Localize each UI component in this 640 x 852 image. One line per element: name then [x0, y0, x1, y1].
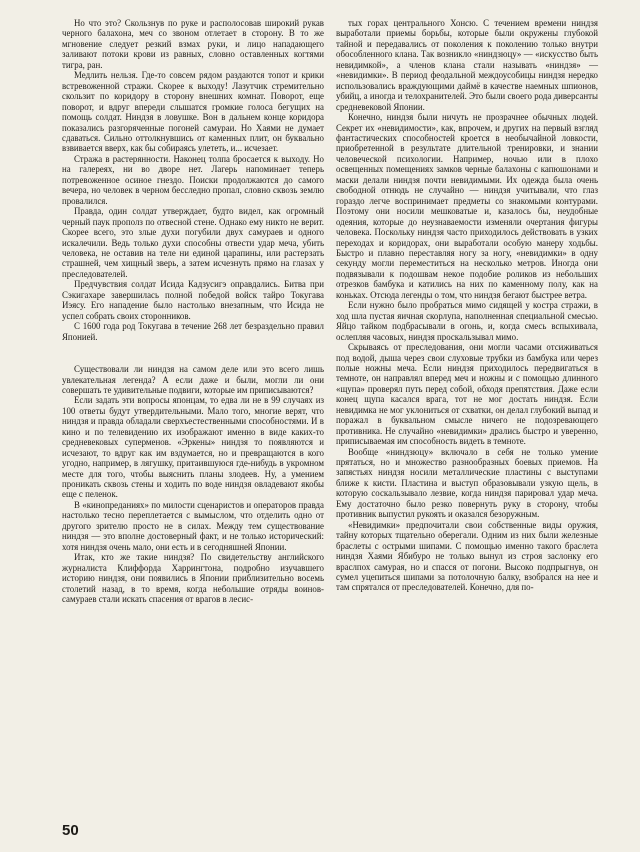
page-number: 50: [62, 822, 79, 839]
paragraph: Конечно, ниндзя были ничуть не прозрачнее обычных людей. Секрет их «невидимости», как, впрочем, и других на первый взгляд фантастических способностей кроется в необычайной ловкости, приобретенной в результате длительной тренировки, и знании человеческой психологии. Например, ночью или в плохо освещенных помещениях замков черные балахоны с капюшонами и маски делали ниндзя почти невидимыми. Их одежда была очень свободной отнюдь не случайно — ниндзя учитывали, что глаз гораздо легче воспринимает предметы со знакомыми контурами. Поэтому они носили мешковатые и, казалось бы, неудобные одеяния, которые до неузнаваемости изменяли очертания фигуры человека. Поскольку ниндзя часто приходилось действовать в узких переходах и коридорах, они выработали особую манеру ходьбы. Быстро и плавно переставляя ногу за ногу, «невидимки» в одну секунду могли переместиться на несколько метров. Иногда они подвязывали к подошвам некое подобие роликов из небольших отрезков бамбука и катились на них по каменному полу, как на коньках. Отсюда легенды о том, что ниндзя бегают быстрее ветра.: [336, 112, 598, 300]
left-column: [62, 18, 324, 604]
right-column: [336, 18, 598, 593]
paragraph: Существовали ли ниндзя на самом деле или это всего лишь увлекательная легенда? А если даже и были, могли ли они совершать те удивительные подвиги, которые им приписываются?: [62, 364, 324, 395]
paragraph: В «кинопреданиях» по милости сценаристов и операторов правда настолько тесно переплетается с вымыслом, что отделить одно от другого зрителю просто не в силах. Между тем существование ниндзя — это вполне достоверный факт, и не только исторический: хотя ниндзя очень мало, они есть и в сегодняшней Японии.: [62, 499, 324, 552]
paragraph: Если нужно было пробраться мимо сидящей у костра стражи, в ход шла пустая яичная скорлупа, наполненная специальной смесью. Яйцо тайком подбрасывали в огонь, и, когда смесь вспыхивала, ослепляя часовых, ниндзя проскальзывал мимо.: [336, 300, 598, 342]
paragraph: Правда, один солдат утверждает, будто видел, как огромный черный паук прополз по отвесной стене. Однако ему никто не верит. Скорее всего, это злые духи погубили двух самураев и одного искалечили. Ведь только духи способны отвести удар меча, убить человека, не оставив на теле ни единой царапины, или растерзать страшней, чем хищный зверь, а затем исчезнуть прямо на глазах у преследователей.: [62, 206, 324, 279]
paragraph: Предчувствия солдат Исида Кадзусигэ оправдались. Битва при Сэкигахаре завершилась полной победой войск тайро Токугава Иэясу. Его нападение было настолько внезапным, что Исида не успел собрать своих сторонников.: [62, 279, 324, 321]
paragraph: «Невидимки» предпочитали свои собственные виды оружия, тайну которых тщательно оберегали. Одним из них были железные браслеты с острыми шипами. С помощью именно такого браслета ниндзя Хаями Ябибуро не только вынул из строя заслонку его враслпох самурая, но и спасся от погони. Высоко подпрыгнув, он сумел уцепиться шипами за потолочную балку, взобрался на нее и там спрятался от преследователей. Конечно, для по-: [336, 519, 598, 593]
paragraph: Скрываясь от преследования, они могли часами отсиживаться под водой, дыша через свои слуховые трубки из бамбука или через полые ножны меча. Если ниндзя приходилось передвигаться в темноте, он направлял вперед меч и ножны и с помощью длинного «щупа» проверял путь перед собой, обходя препятствия. Даже если конец щупа касался врага, тот не мог достать ниндзя. Если невидимка не мог уклониться от схватки, он делал глубокий выпад и поражал в буквальном смысле ничего не подозревающего противника. Не случайно «невидимки» дрались быстро и уверенно, приписываемая им способность видеть в темноте.: [336, 342, 598, 447]
paragraph: Итак, кто же такие ниндзя? По свидетельству английского журналиста Клиффорда Харрингтона, подробно изучавшего историю ниндзя, они появились в Японии приблизительно восемь столетий назад, в то время, когда небольшие отряды воинов-самураев стали искать спасения от врагов в лесис-: [62, 552, 324, 605]
paragraph: Вообще «ниндзюцу» включало в себя не только умение прятаться, но и множество разнообразных боевых приемов. На запястьях ниндзя носили металлические пластины с выступами ближе к кисти. Пластина и выступ образовывали узкую щель, в которую соскальзывало лезвие, когда ниндзя парировал удар меча. Ему достаточно было резко повернуть руку в сторону, чтобы противник выпустил рукоять и оказался безоружным.: [336, 446, 598, 520]
paragraph: Но что это? Скользнув по руке и располосовав широкий рукав черного балахона, меч со звоном отлетает в сторону. В то же мгновение следует резкий взмах руки, и лицо нападающего заливают потоки крови из равных, словно оставленных когтями тигра, ран.: [62, 18, 324, 70]
paragraph: Медлить нельзя. Где-то совсем рядом раздаются топот и крики встревоженной стражи. Скорее к выходу! Лазутчик стремительно скользит по коридору в сторону внешних комнат. Поворот, еще поворот, и вдруг впереди слышатся громкие голоса бегущих на помощь солдат. Ниндзя в ловушке. Вон в дальнем конце коридора показались разгоряченные погоней самураи. Но Хаями не думает сдаваться. Сильно оттолкнувшись от каменных плит, он буквально взвивается вверх, как бы собираясь улететь, и... исчезает.: [62, 70, 324, 154]
paragraph: тых горах центрального Хонсю. С течением времени ниндзя выработали приемы борьбы, которые были окружены глубокой тайной и передавались от поколения к поколению только внутри обособленного клана. Так возникло «ниндзюцу» — «искусство быть невидимкой», а членов клана стали называть «ниндзя» — «невидимки». В период феодальной междоусобицы ниндзя нередко использовались враждующими даймё в качестве наемных шпионов, убийц, а иногда и телохранителей. Это были своего рода диверсанты средневековой Японии.: [336, 18, 598, 112]
paragraph: С 1600 года род Токугава в течение 268 лет безраздельно правил Японией.: [62, 321, 324, 342]
paragraph: Если задать эти вопросы японцам, то едва ли не в 99 случаях из 100 ответы будут утвердительными. Мало того, многие верят, что ниндзя и правда обладали сверхъестественными способностями. И в кино и по телевидению их изображают именно в виде каких-то средневековых суперменов. «Эркены» ниндзя то появляются и исчезают, то вдруг как им вздумается, но и превращаются в кого угодно, например, в лягушку, притаившуюся где-нибудь в укромном месте для того, чтобы выяснить планы злодеев. Ну, а умением проникать сквозь стены и ходить по воде ниндзя овладевают якобы еще с пеленок.: [62, 395, 324, 500]
paragraph: Стража в растерянности. Наконец толпа бросается к выходу. Но на галереях, ни во дворе нет. Лагерь напоминает теперь потревоженное осиное гнездо. Поиски продолжаются до самого вечера, но человек в черном бесследно пропал, словно сквозь землю провалился.: [62, 153, 324, 206]
